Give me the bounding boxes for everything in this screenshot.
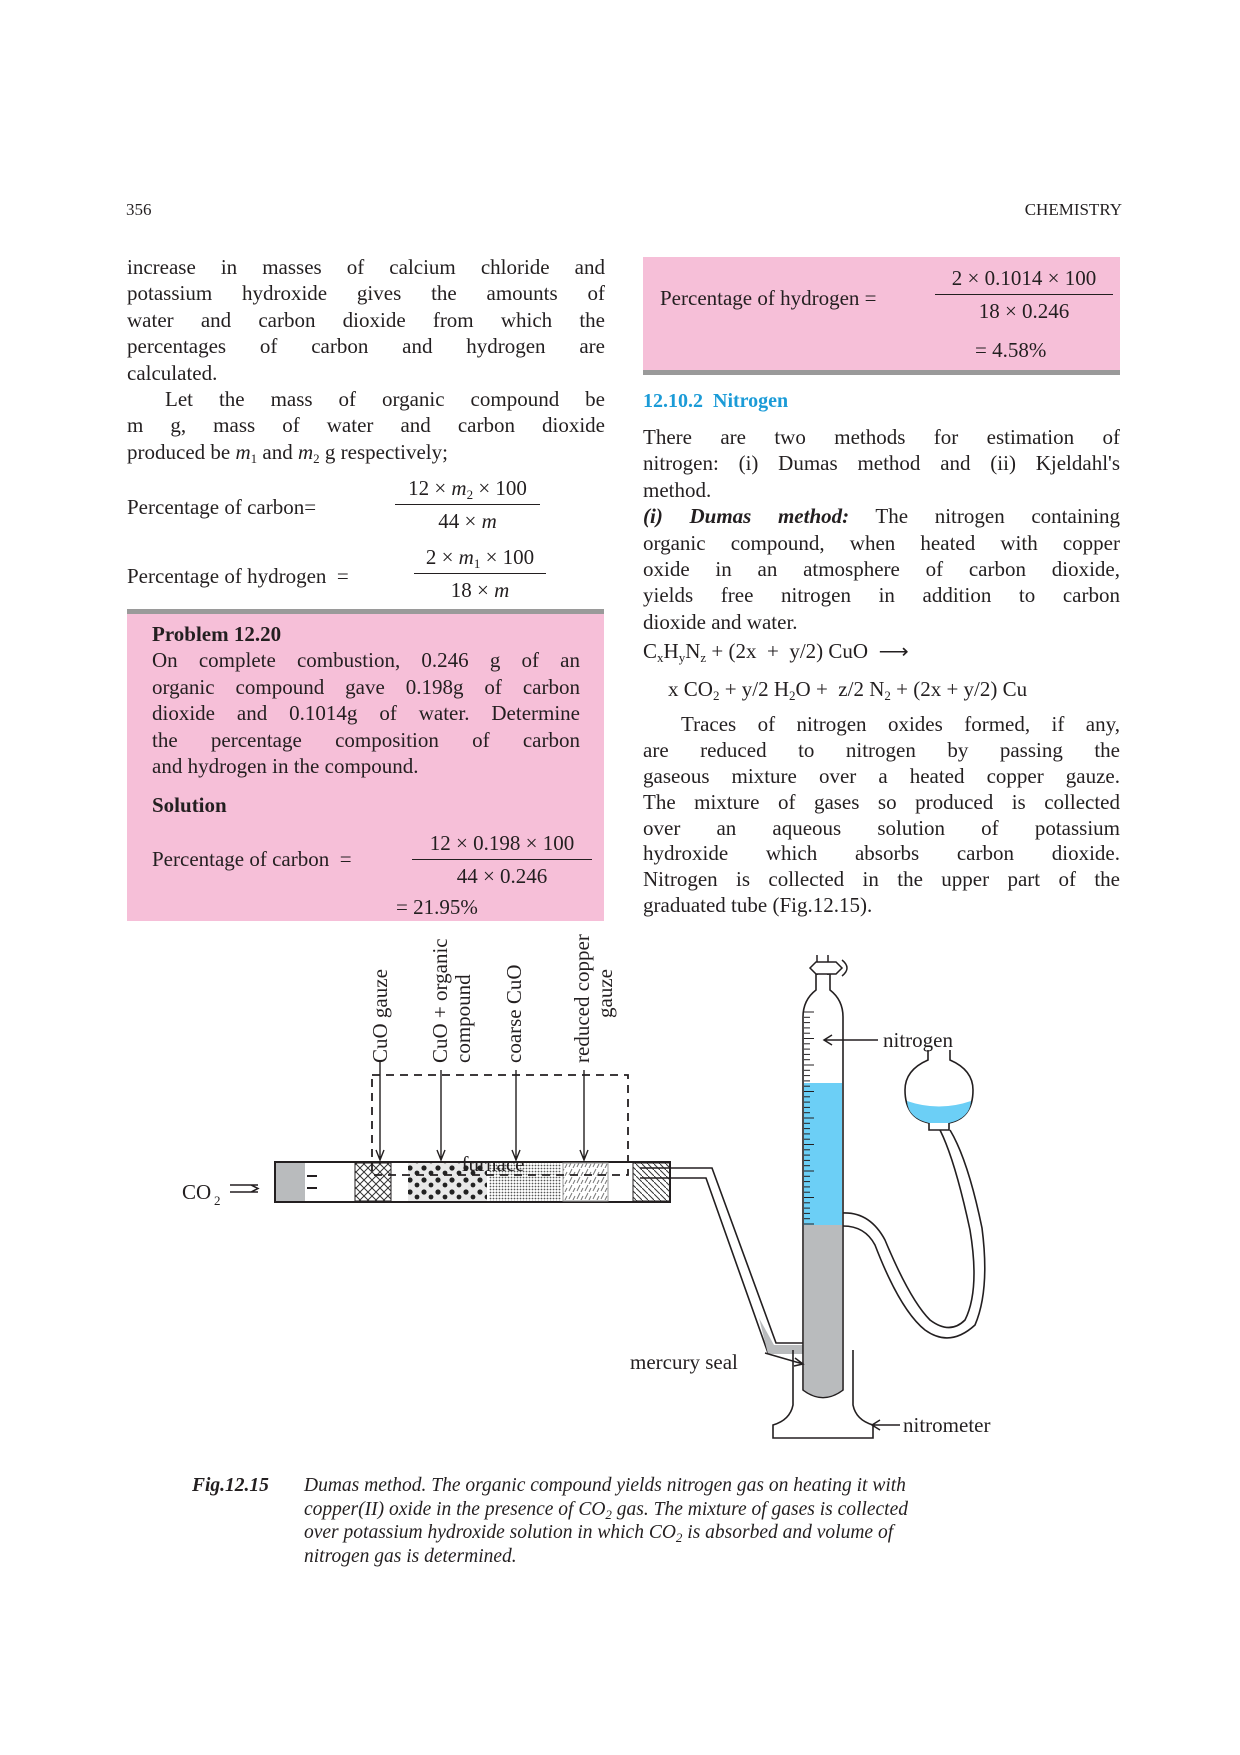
text-line: Traces of nitrogen oxides formed, if any, [681,712,1120,736]
hydrogen-box-label: Percentage of hydrogen = [660,286,877,310]
text-line: organic compound gave 0.198g of carbon [152,674,580,699]
text-line: Nitrogen is collected in the upper part of the [643,867,1120,892]
text-line: organic compound, when heated with copper [643,530,1120,555]
hydrogen-formula-label: Percentage of hydrogen = [127,564,349,588]
text-line: There are two methods for estimation of [643,425,1120,449]
text-line: oxide in an atmosphere of carbon dioxide, [643,556,1120,581]
co2-label: CO [182,1180,212,1204]
text-line: over an aqueous solution of potassium [643,815,1120,840]
reaction-equation-products: x $CO_2 + y/2$ $H_2O + z/2$ $N_2 + (2x + y/2)$ Cu [668,677,1028,703]
stopcock-icon [810,955,847,976]
cuo-organic-label-1: CuO + organic [428,938,452,1063]
text-line: are reduced to nitrogen by passing the [643,737,1120,762]
right-paragraph-1 [643,424,1120,635]
koh-solution [804,1083,842,1225]
hydrogen-formula-fraction: $\frac{2 \times m_1 \times 100}{18 \times m}$ [414,545,546,603]
text-line: yields free nitrogen in addition to carbon [643,583,1120,608]
reduced-copper-section [563,1163,608,1201]
text-line: the percentage composition of carbon [152,727,580,752]
text-line: nitrogen: (i) Dumas method and (ii) Kjeldahl's [643,451,1120,476]
text-line: Let the mass of organic compound be [165,386,605,411]
figure-caption-label: Fig.12.15 [192,1475,269,1496]
problem-title: Problem 12.20 [152,622,282,646]
coarse-cuo-label: coarse CuO [502,964,526,1063]
text-line: dioxide and 0.1014g of water. Determine [152,701,580,726]
text-line: and hydrogen in the compound. [152,753,419,778]
vertical-labels [368,934,617,1063]
nitrometer-arrow-icon [872,1420,900,1430]
text-line: produced be $m_1$ and $m_2$ g respectively; [127,439,448,466]
text-line: The mixture of gases so produced is collected [643,789,1120,814]
caption-line: copper(II) oxide in the presence of $CO_2$ gas. The mixture of gases is collected [304,1498,908,1522]
solution-carbon-fraction: $\frac{12 \times 0.198 \times 100}{44 \times 0.246}$ [412,831,592,889]
co2-subscript: 2 [214,1193,221,1208]
running-header: CHEMISTRY [1024,200,1122,219]
right-paragraph-3 [643,712,1120,919]
figure-caption [304,1474,1044,1568]
solution-carbon-label: Percentage of carbon = [152,847,352,871]
solution-label: Solution [152,793,227,817]
dumas-apparatus-diagram [0,920,1240,1460]
text-line: m g, mass of water and carbon dioxide [127,413,605,438]
cuo-organic-label-2: compound [451,974,475,1063]
co2-inlet-arrow-icon [230,1185,258,1192]
text-line: graduated tube (Fig.12.15). [643,893,873,918]
nitrometer-label: nitrometer [903,1413,991,1437]
cuo-gauze-label: CuO gauze [368,969,392,1063]
mercury-seal-arrow-icon [765,1353,803,1366]
text-line: hydroxide which absorbs carbon dioxide. [643,841,1120,866]
hydrogen-box-bottom-rule [643,370,1120,375]
caption-line: Dumas method. The organic compound yields nitrogen gas on heating it with [304,1475,906,1496]
rubber-tubing [843,1130,985,1338]
caption-line: nitrogen gas is determined. [304,1545,517,1567]
carbon-formula-label: Percentage of carbon= [127,495,317,519]
hydrogen-box-fraction: $\frac{2 \times 0.1014 \times 100}{18 \times 0.246}$ [935,266,1113,324]
text-line: percentages of carbon and hydrogen are [127,334,605,359]
carbon-formula-fraction: $\frac{12 \times m_2 \times 100}{44 \times m}$ [395,476,540,534]
text-line: dioxide and water. [643,609,798,634]
mercury-seal-label: mercury seal [630,1350,738,1374]
text-line: method. [643,477,712,502]
solution-carbon-result: = 21.95% [396,895,478,919]
cuo-gauze-section [355,1163,391,1201]
text-line: calculated. [127,360,218,385]
hydrogen-box-result: = 4.58% [975,338,1047,362]
nitrogen-label: nitrogen [883,1028,953,1052]
page-number: 356 [126,200,152,219]
section-heading: 12.10.2 Nitrogen [643,390,789,412]
text-line: water and carbon dioxide from which the [127,307,605,332]
reduced-copper-label-2: gauze [593,969,617,1018]
text-line: (i) Dumas method: The nitrogen containing [643,504,1120,529]
reaction-equation-reactants: $C_xH_yN_z + (2x + y/2)$ CuO ⟶ [643,639,909,665]
reduced-copper-label-1: reduced copper [570,934,594,1063]
furnace-label: furnace [461,1152,525,1176]
text-line: On complete combustion, 0.246 g of an [152,648,580,673]
text-line: potassium hydroxide gives the amounts of [127,281,605,306]
mercury [804,1225,842,1397]
text-line: gaseous mixture over a heated copper gauze. [643,763,1120,788]
inlet-plug [276,1163,305,1201]
caption-line: over potassium hydroxide solution in which $CO_2$ is absorbed and volume of [304,1522,894,1545]
text-line: increase in masses of calcium chloride and [127,255,605,279]
left-paragraph-1 [127,254,605,465]
problem-text [152,621,580,779]
